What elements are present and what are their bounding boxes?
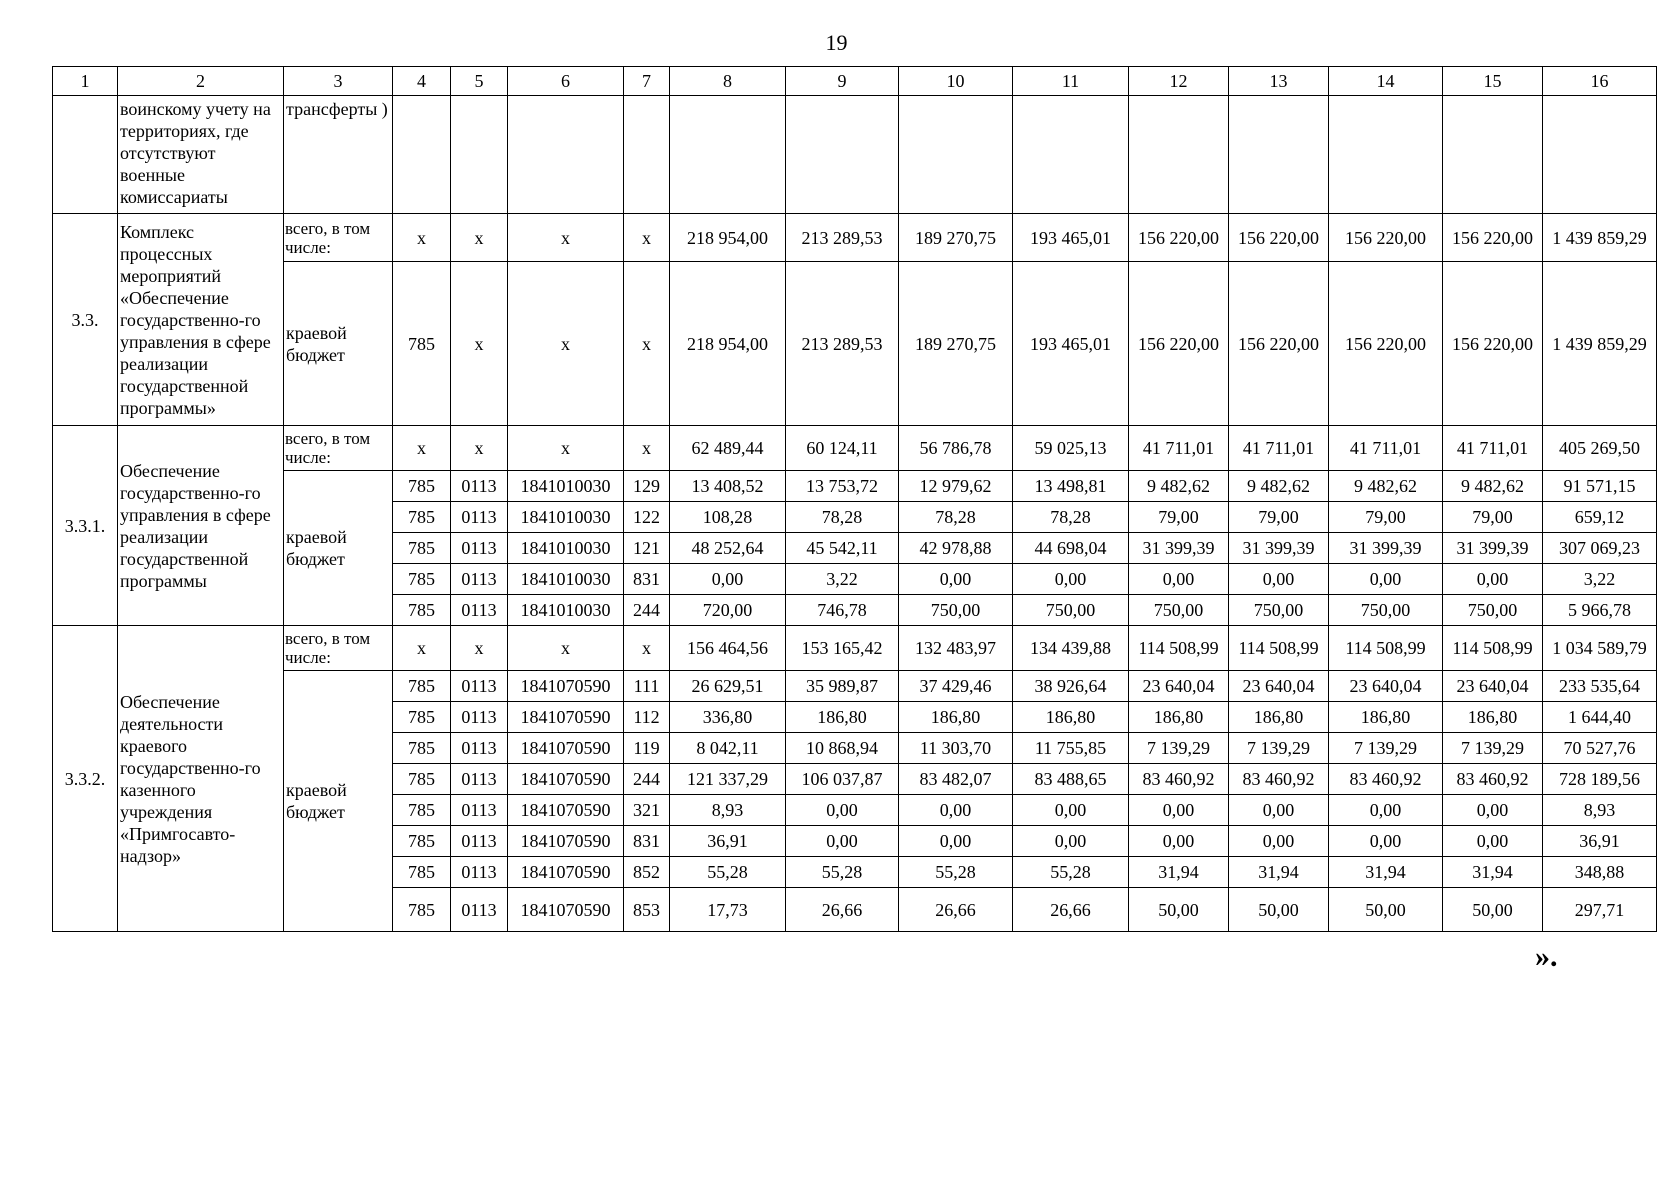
value-cell: 79,00 — [1443, 502, 1543, 533]
value-cell: 50,00 — [1229, 888, 1329, 932]
code-cell: 1841070590 — [508, 795, 624, 826]
value-cell: 213 289,53 — [786, 214, 899, 262]
item-name: воинскому учету на территориях, где отсутствуют военные комиссариаты — [118, 96, 284, 214]
value-cell: 7 139,29 — [1129, 733, 1229, 764]
column-header: 1 — [53, 67, 118, 96]
code-cell: 129 — [624, 471, 670, 502]
code-cell: 1841010030 — [508, 564, 624, 595]
code-cell: х — [393, 214, 451, 262]
value-cell: 45 542,11 — [786, 533, 899, 564]
column-header: 9 — [786, 67, 899, 96]
column-header: 6 — [508, 67, 624, 96]
code-cell: 785 — [393, 595, 451, 626]
value-cell: 36,91 — [1543, 826, 1657, 857]
value-cell: 55,28 — [786, 857, 899, 888]
value-cell: 79,00 — [1129, 502, 1229, 533]
value-cell: 156 220,00 — [1129, 214, 1229, 262]
value-cell: 114 508,99 — [1229, 626, 1329, 671]
value-cell: 156 464,56 — [670, 626, 786, 671]
code-cell: 0113 — [451, 702, 508, 733]
code-cell: 321 — [624, 795, 670, 826]
row-number-cell: 3.3.1. — [53, 426, 118, 626]
value-cell: 31,94 — [1443, 857, 1543, 888]
value-cell: 0,00 — [1329, 564, 1443, 595]
value-cell: 7 139,29 — [1443, 733, 1543, 764]
item-name: Обеспечение деятельности краевого государственно-го казенного учреждения «Примгосавто-надзор» — [118, 626, 284, 932]
column-header: 14 — [1329, 67, 1443, 96]
value-cell: 17,73 — [670, 888, 786, 932]
column-header: 15 — [1443, 67, 1543, 96]
value-cell: 297,71 — [1543, 888, 1657, 932]
value-cell: 193 465,01 — [1013, 262, 1129, 426]
value-cell: 48 252,64 — [670, 533, 786, 564]
value-cell: 0,00 — [1329, 826, 1443, 857]
value-cell: 746,78 — [786, 595, 899, 626]
value-cell: 186,80 — [1013, 702, 1129, 733]
empty-cell — [1013, 96, 1129, 214]
value-cell: 750,00 — [1013, 595, 1129, 626]
code-cell: х — [508, 262, 624, 426]
value-cell: 41 711,01 — [1129, 426, 1229, 471]
value-cell: 720,00 — [670, 595, 786, 626]
value-cell: 41 711,01 — [1229, 426, 1329, 471]
value-cell: 3,22 — [786, 564, 899, 595]
section-total-row — [53, 426, 1657, 471]
value-cell: 0,00 — [1129, 795, 1229, 826]
value-cell: 41 711,01 — [1443, 426, 1543, 471]
empty-cell — [451, 96, 508, 214]
value-cell: 156 220,00 — [1443, 214, 1543, 262]
code-cell: 0113 — [451, 888, 508, 932]
code-cell: 122 — [624, 502, 670, 533]
column-header: 5 — [451, 67, 508, 96]
value-cell: 218 954,00 — [670, 214, 786, 262]
value-cell: 31,94 — [1329, 857, 1443, 888]
empty-cell — [508, 96, 624, 214]
value-cell: 7 139,29 — [1329, 733, 1443, 764]
value-cell: 750,00 — [1443, 595, 1543, 626]
code-cell: 785 — [393, 826, 451, 857]
item-name: Обеспечение государственно-го управления в сфере реализации государственной программы — [118, 426, 284, 626]
value-cell: 31 399,39 — [1129, 533, 1229, 564]
value-cell: 62 489,44 — [670, 426, 786, 471]
code-cell: 1841070590 — [508, 671, 624, 702]
value-cell: 0,00 — [1129, 826, 1229, 857]
value-cell: 0,00 — [899, 564, 1013, 595]
code-cell: 0113 — [451, 595, 508, 626]
value-cell: 50,00 — [1329, 888, 1443, 932]
value-cell: 3,22 — [1543, 564, 1657, 595]
funding-source: всего, в том числе: — [284, 626, 393, 671]
column-header: 13 — [1229, 67, 1329, 96]
value-cell: 79,00 — [1329, 502, 1443, 533]
code-cell: 112 — [624, 702, 670, 733]
value-cell: 41 711,01 — [1329, 426, 1443, 471]
code-cell: 0113 — [451, 671, 508, 702]
column-header: 12 — [1129, 67, 1229, 96]
value-cell: 121 337,29 — [670, 764, 786, 795]
code-cell: 1841010030 — [508, 533, 624, 564]
value-cell: 0,00 — [1443, 564, 1543, 595]
value-cell: 0,00 — [1013, 826, 1129, 857]
value-cell: 78,28 — [899, 502, 1013, 533]
column-header: 16 — [1543, 67, 1657, 96]
value-cell: 0,00 — [1013, 795, 1129, 826]
value-cell: 114 508,99 — [1129, 626, 1229, 671]
value-cell: 31,94 — [1229, 857, 1329, 888]
value-cell: 23 640,04 — [1443, 671, 1543, 702]
value-cell: 186,80 — [899, 702, 1013, 733]
value-cell: 348,88 — [1543, 857, 1657, 888]
value-cell: 8,93 — [1543, 795, 1657, 826]
code-cell: 1841010030 — [508, 471, 624, 502]
value-cell: 9 482,62 — [1229, 471, 1329, 502]
code-cell: 785 — [393, 733, 451, 764]
code-cell: х — [393, 626, 451, 671]
code-cell: 0113 — [451, 764, 508, 795]
value-cell: 186,80 — [1229, 702, 1329, 733]
value-cell: 83 488,65 — [1013, 764, 1129, 795]
value-cell: 114 508,99 — [1329, 626, 1443, 671]
empty-cell — [1543, 96, 1657, 214]
code-cell: 785 — [393, 471, 451, 502]
code-cell: 785 — [393, 857, 451, 888]
value-cell: 35 989,87 — [786, 671, 899, 702]
section-budget-row — [53, 262, 1657, 426]
value-cell: 44 698,04 — [1013, 533, 1129, 564]
code-cell: х — [624, 626, 670, 671]
value-cell: 9 482,62 — [1443, 471, 1543, 502]
value-cell: 132 483,97 — [899, 626, 1013, 671]
value-cell: 0,00 — [1129, 564, 1229, 595]
code-cell: 1841070590 — [508, 826, 624, 857]
column-header: 7 — [624, 67, 670, 96]
value-cell: 91 571,15 — [1543, 471, 1657, 502]
value-cell: 156 220,00 — [1229, 262, 1329, 426]
value-cell: 233 535,64 — [1543, 671, 1657, 702]
code-cell: 785 — [393, 533, 451, 564]
code-cell: 785 — [393, 502, 451, 533]
value-cell: 156 220,00 — [1229, 214, 1329, 262]
value-cell: 10 868,94 — [786, 733, 899, 764]
funding-source: краевой бюджет — [284, 262, 393, 426]
value-cell: 31 399,39 — [1329, 533, 1443, 564]
code-cell: 831 — [624, 826, 670, 857]
code-cell: 0113 — [451, 502, 508, 533]
row-number-cell: 3.3.2. — [53, 626, 118, 932]
code-cell: 785 — [393, 764, 451, 795]
value-cell: 108,28 — [670, 502, 786, 533]
value-cell: 336,80 — [670, 702, 786, 733]
value-cell: 83 482,07 — [899, 764, 1013, 795]
code-cell: х — [451, 426, 508, 471]
row-number-cell: 3.3. — [53, 214, 118, 426]
code-cell: 1841010030 — [508, 595, 624, 626]
empty-cell — [1129, 96, 1229, 214]
value-cell: 12 979,62 — [899, 471, 1013, 502]
code-cell: 111 — [624, 671, 670, 702]
value-cell: 56 786,78 — [899, 426, 1013, 471]
code-cell: 1841070590 — [508, 857, 624, 888]
code-cell: 785 — [393, 564, 451, 595]
value-cell: 36,91 — [670, 826, 786, 857]
value-cell: 26,66 — [899, 888, 1013, 932]
value-cell: 0,00 — [1229, 826, 1329, 857]
value-cell: 0,00 — [1443, 795, 1543, 826]
value-cell: 750,00 — [1129, 595, 1229, 626]
section-total-row — [53, 626, 1657, 671]
code-cell: 785 — [393, 888, 451, 932]
code-cell: х — [451, 626, 508, 671]
value-cell: 9 482,62 — [1129, 471, 1229, 502]
code-cell: 853 — [624, 888, 670, 932]
column-header: 3 — [284, 67, 393, 96]
value-cell: 114 508,99 — [1443, 626, 1543, 671]
code-cell: х — [624, 214, 670, 262]
empty-cell — [1443, 96, 1543, 214]
code-cell: х — [624, 426, 670, 471]
value-cell: 156 220,00 — [1443, 262, 1543, 426]
code-cell: 1841010030 — [508, 502, 624, 533]
column-header: 8 — [670, 67, 786, 96]
value-cell: 0,00 — [1229, 795, 1329, 826]
value-cell: 55,28 — [899, 857, 1013, 888]
value-cell: 13 408,52 — [670, 471, 786, 502]
value-cell: 7 139,29 — [1229, 733, 1329, 764]
value-cell: 23 640,04 — [1329, 671, 1443, 702]
column-header: 4 — [393, 67, 451, 96]
code-cell: 119 — [624, 733, 670, 764]
empty-cell — [624, 96, 670, 214]
value-cell: 0,00 — [786, 795, 899, 826]
code-cell: 1841070590 — [508, 888, 624, 932]
empty-cell — [899, 96, 1013, 214]
table-row — [53, 471, 1657, 502]
value-cell: 50,00 — [1443, 888, 1543, 932]
value-cell: 659,12 — [1543, 502, 1657, 533]
budget-table — [52, 66, 1657, 932]
value-cell: 0,00 — [899, 826, 1013, 857]
value-cell: 307 069,23 — [1543, 533, 1657, 564]
value-cell: 23 640,04 — [1129, 671, 1229, 702]
empty-cell — [786, 96, 899, 214]
value-cell: 9 482,62 — [1329, 471, 1443, 502]
value-cell: 59 025,13 — [1013, 426, 1129, 471]
value-cell: 0,00 — [1229, 564, 1329, 595]
value-cell: 189 270,75 — [899, 262, 1013, 426]
code-cell: 785 — [393, 671, 451, 702]
value-cell: 38 926,64 — [1013, 671, 1129, 702]
value-cell: 31 399,39 — [1229, 533, 1329, 564]
value-cell: 728 189,56 — [1543, 764, 1657, 795]
value-cell: 186,80 — [786, 702, 899, 733]
value-cell: 750,00 — [899, 595, 1013, 626]
code-cell: 1841070590 — [508, 733, 624, 764]
value-cell: 83 460,92 — [1443, 764, 1543, 795]
value-cell: 13 498,81 — [1013, 471, 1129, 502]
code-cell: 244 — [624, 764, 670, 795]
value-cell: 26,66 — [1013, 888, 1129, 932]
code-cell: х — [508, 426, 624, 471]
value-cell: 213 289,53 — [786, 262, 899, 426]
column-header: 10 — [899, 67, 1013, 96]
value-cell: 31 399,39 — [1443, 533, 1543, 564]
empty-cell — [1329, 96, 1443, 214]
empty-cell — [393, 96, 451, 214]
value-cell: 153 165,42 — [786, 626, 899, 671]
code-cell: 831 — [624, 564, 670, 595]
value-cell: 11 303,70 — [899, 733, 1013, 764]
code-cell: 0113 — [451, 533, 508, 564]
code-cell: 121 — [624, 533, 670, 564]
code-cell: 0113 — [451, 733, 508, 764]
value-cell: 31,94 — [1129, 857, 1229, 888]
value-cell: 0,00 — [786, 826, 899, 857]
funding-source: краевой бюджет — [284, 671, 393, 932]
value-cell: 23 640,04 — [1229, 671, 1329, 702]
empty-cell — [670, 96, 786, 214]
section-total-row — [53, 214, 1657, 262]
value-cell: 156 220,00 — [1129, 262, 1229, 426]
value-cell: 78,28 — [786, 502, 899, 533]
code-cell: 1841070590 — [508, 764, 624, 795]
value-cell: 0,00 — [670, 564, 786, 595]
row-number-cell — [53, 96, 118, 214]
funding-source: краевой бюджет — [284, 471, 393, 626]
value-cell: 78,28 — [1013, 502, 1129, 533]
value-cell: 0,00 — [1329, 795, 1443, 826]
code-cell: х — [393, 426, 451, 471]
value-cell: 37 429,46 — [899, 671, 1013, 702]
funding-source: всего, в том числе: — [284, 426, 393, 471]
code-cell: 244 — [624, 595, 670, 626]
value-cell: 1 034 589,79 — [1543, 626, 1657, 671]
code-cell: 0113 — [451, 857, 508, 888]
value-cell: 26 629,51 — [670, 671, 786, 702]
table-body — [53, 67, 1657, 932]
value-cell: 156 220,00 — [1329, 214, 1443, 262]
item-name: Комплекс процессных мероприятий «Обеспечение государственно-го управления в сфере реализации государственной программы» — [118, 214, 284, 426]
value-cell: 55,28 — [1013, 857, 1129, 888]
value-cell: 750,00 — [1329, 595, 1443, 626]
value-cell: 60 124,11 — [786, 426, 899, 471]
value-cell: 42 978,88 — [899, 533, 1013, 564]
value-cell: 186,80 — [1443, 702, 1543, 733]
code-cell: х — [451, 262, 508, 426]
value-cell: 156 220,00 — [1329, 262, 1443, 426]
value-cell: 193 465,01 — [1013, 214, 1129, 262]
code-cell: х — [508, 626, 624, 671]
value-cell: 218 954,00 — [670, 262, 786, 426]
value-cell: 189 270,75 — [899, 214, 1013, 262]
header-row — [53, 67, 1657, 96]
value-cell: 1 439 859,29 — [1543, 262, 1657, 426]
value-cell: 83 460,92 — [1229, 764, 1329, 795]
code-cell: 1841070590 — [508, 702, 624, 733]
code-cell: 0113 — [451, 826, 508, 857]
code-cell: 0113 — [451, 795, 508, 826]
funding-source: всего, в том числе: — [284, 214, 393, 262]
code-cell: х — [624, 262, 670, 426]
value-cell: 79,00 — [1229, 502, 1329, 533]
code-cell: х — [451, 214, 508, 262]
code-cell: х — [508, 214, 624, 262]
code-cell: 0113 — [451, 564, 508, 595]
value-cell: 186,80 — [1329, 702, 1443, 733]
code-cell: 785 — [393, 795, 451, 826]
value-cell: 0,00 — [899, 795, 1013, 826]
funding-source: трансферты ) — [284, 96, 393, 214]
value-cell: 186,80 — [1129, 702, 1229, 733]
value-cell: 11 755,85 — [1013, 733, 1129, 764]
value-cell: 405 269,50 — [1543, 426, 1657, 471]
code-cell: 785 — [393, 262, 451, 426]
closing-mark: ». — [1535, 940, 1558, 973]
value-cell: 55,28 — [670, 857, 786, 888]
table-row — [53, 671, 1657, 702]
code-cell: 852 — [624, 857, 670, 888]
value-cell: 26,66 — [786, 888, 899, 932]
value-cell: 83 460,92 — [1129, 764, 1229, 795]
value-cell: 70 527,76 — [1543, 733, 1657, 764]
code-cell: 0113 — [451, 471, 508, 502]
value-cell: 8 042,11 — [670, 733, 786, 764]
value-cell: 750,00 — [1229, 595, 1329, 626]
value-cell: 5 966,78 — [1543, 595, 1657, 626]
value-cell: 13 753,72 — [786, 471, 899, 502]
value-cell: 83 460,92 — [1329, 764, 1443, 795]
column-header: 11 — [1013, 67, 1129, 96]
value-cell: 134 439,88 — [1013, 626, 1129, 671]
value-cell: 1 644,40 — [1543, 702, 1657, 733]
value-cell: 106 037,87 — [786, 764, 899, 795]
value-cell: 0,00 — [1013, 564, 1129, 595]
column-header: 2 — [118, 67, 284, 96]
code-cell: 785 — [393, 702, 451, 733]
value-cell: 8,93 — [670, 795, 786, 826]
empty-cell — [1229, 96, 1329, 214]
value-cell: 0,00 — [1443, 826, 1543, 857]
continuation-row — [53, 96, 1657, 214]
value-cell: 1 439 859,29 — [1543, 214, 1657, 262]
value-cell: 50,00 — [1129, 888, 1229, 932]
page-number: 19 — [825, 30, 848, 55]
